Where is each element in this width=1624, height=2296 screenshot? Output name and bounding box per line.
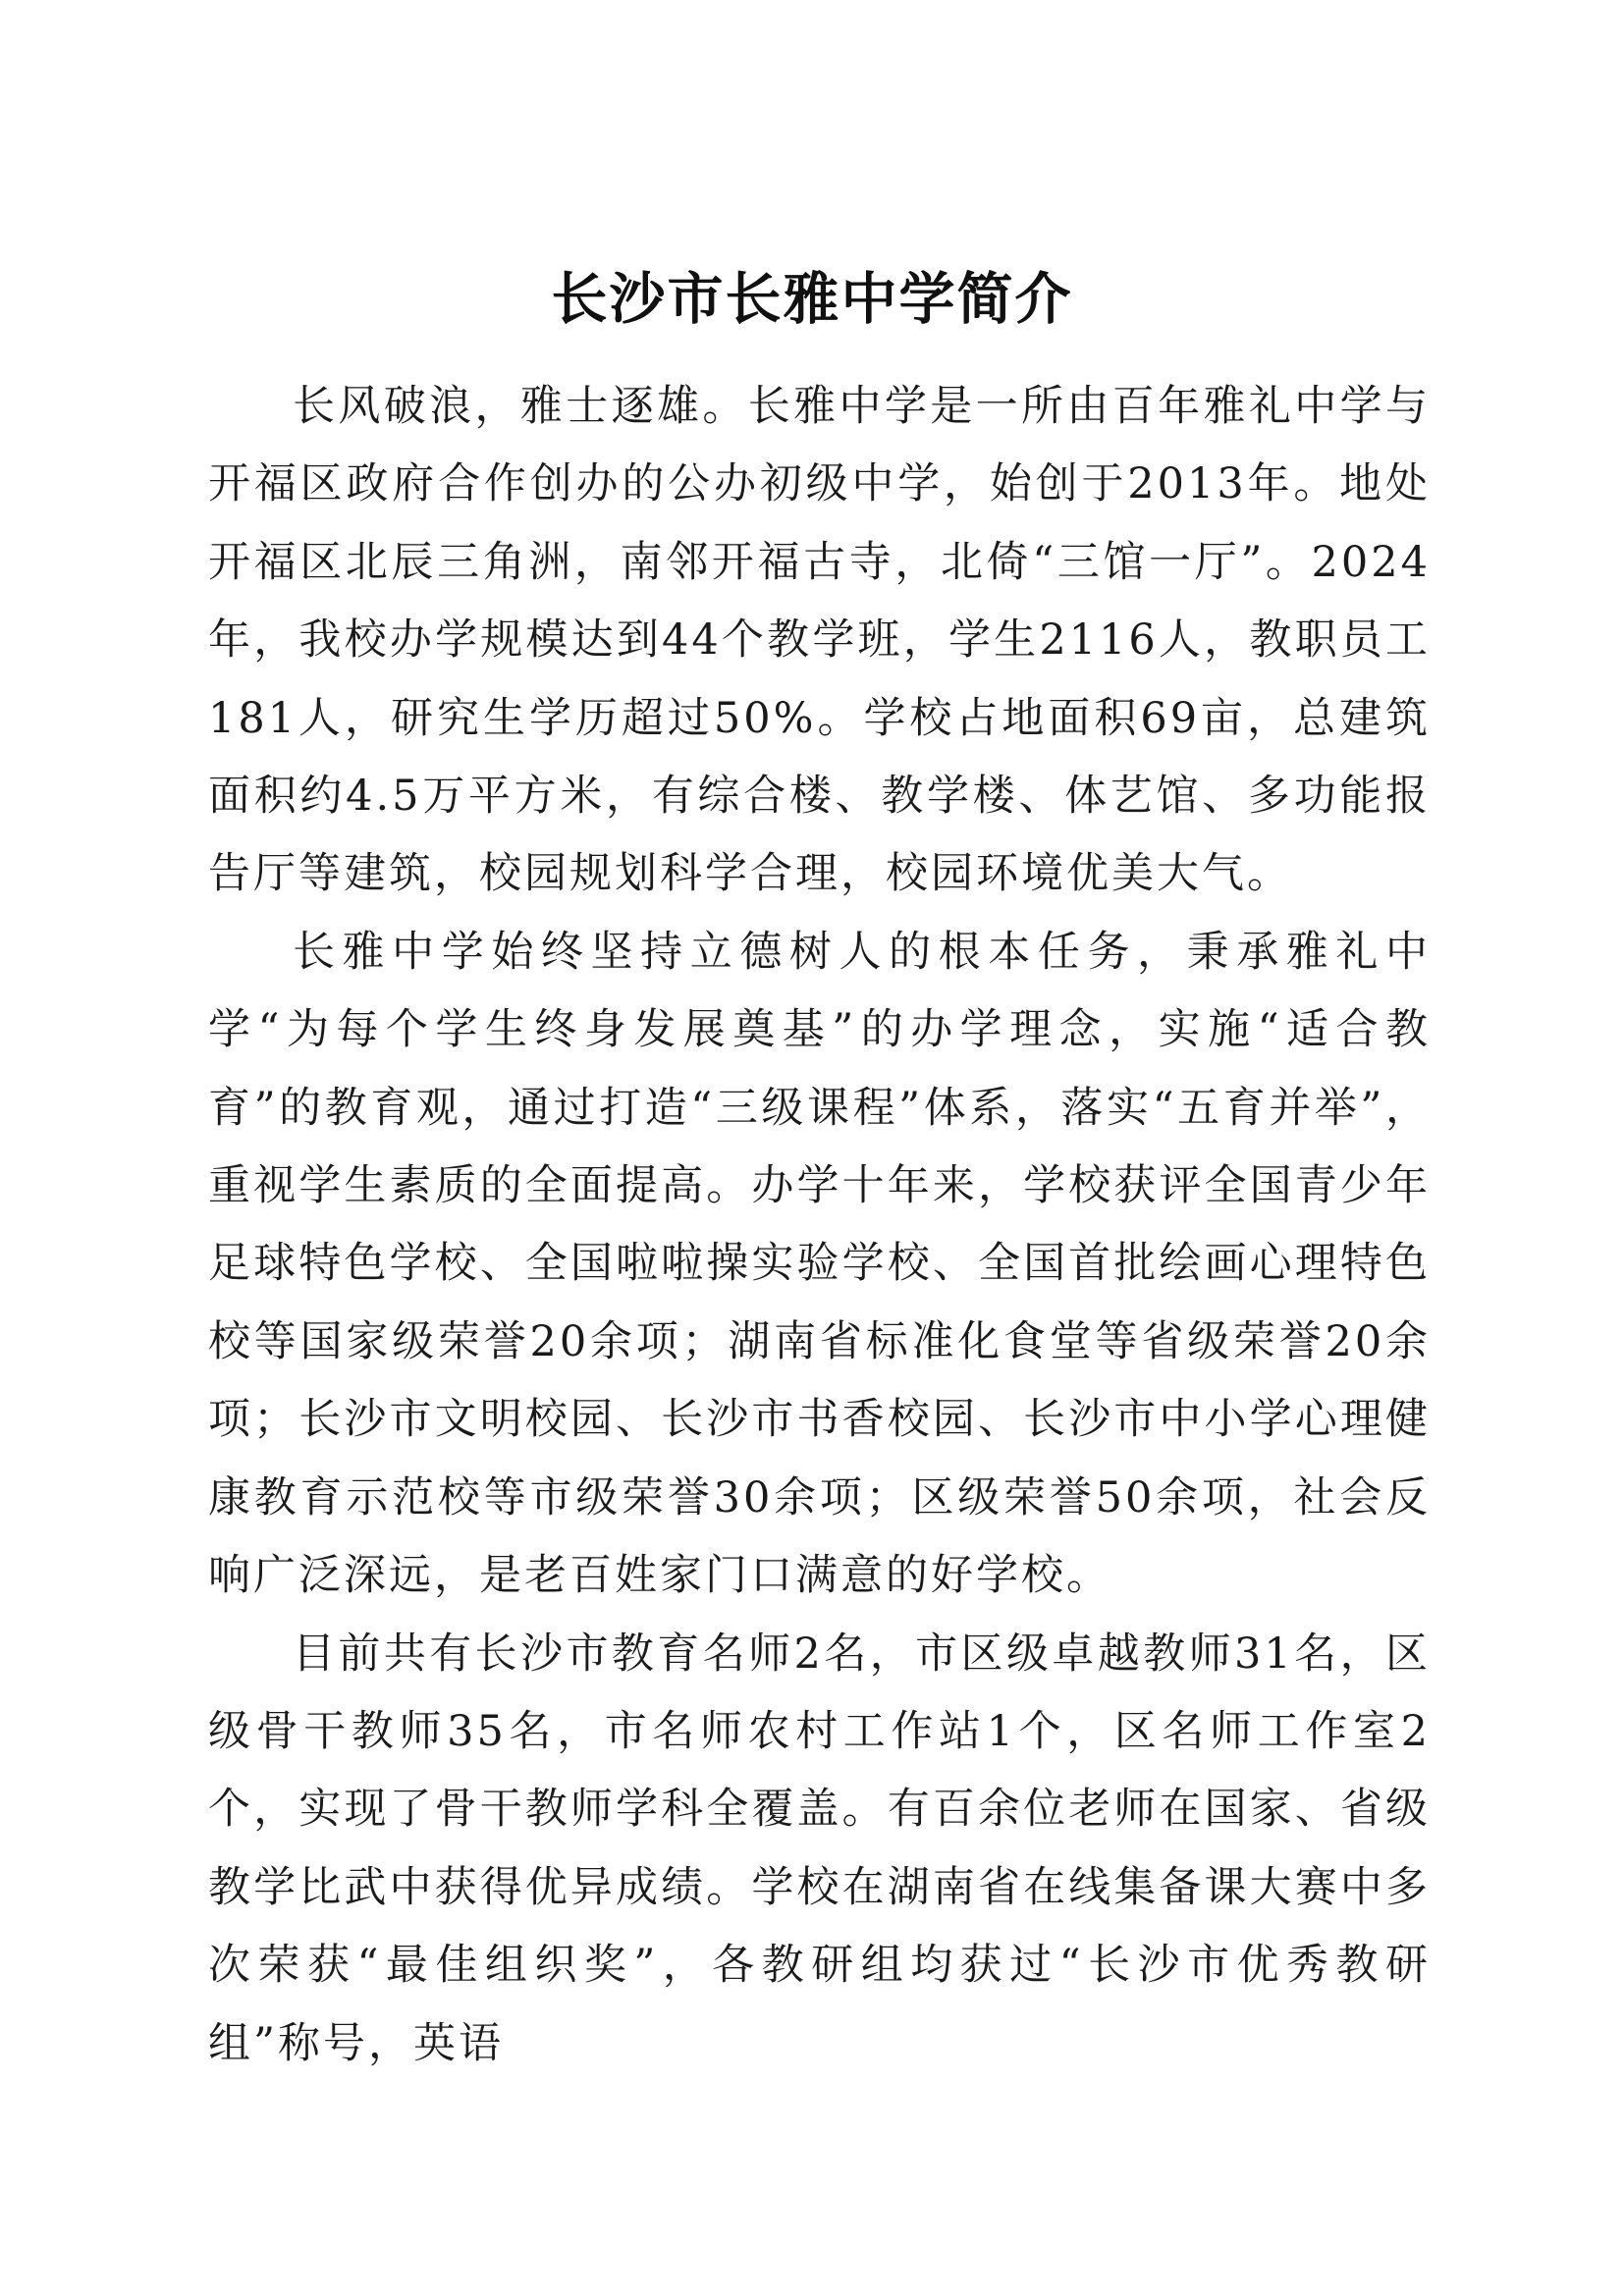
- paragraph-school-overview: 长风破浪，雅士逐雄。长雅中学是一所由百年雅礼中学与开福区政府合作创办的公办初级中学，始创于2013年。地处开福区北辰三角洲，南邻开福古寺，北倚“三馆一厅”。2024年，我校办学规模达到44个教学班，学生2116人，教职员工181人，研究生学历超过50%。学校占地面积69亩，总建筑面积约4.5万平方米，有综合楼、教学楼、体艺馆、多功能报告厅等建筑，校园规划科学合理，校园环境优美大气。: [208, 382, 1431, 899]
- document-body: [208, 368, 1431, 2083]
- page-title: 长沙市长雅中学简介: [551, 267, 1073, 333]
- paragraph-teachers: 目前共有长沙市教育名师2名，市区级卓越教师31名，区级骨干教师35名，市名师农村工作站1个，区名师工作室2个，实现了骨干教师学科全覆盖。有百余位老师在国家、省级教学比武中获得优异成绩。学校在湖南省在线集备课大赛中多次荣获“最佳组织奖”，各教研组均获过“长沙市优秀教研组”称号，英语: [208, 1629, 1431, 2068]
- paragraph-mission-honors: 长雅中学始终坚持立德树人的根本任务，秉承雅礼中学“为每个学生终身发展奠基”的办学理念，实施“适合教育”的教育观，通过打造“三级课程”体系，落实“五育并举”，重视学生素质的全面提高。办学十年来，学校获评全国青少年足球特色学校、全国啦啦操实验学校、全国首批绘画心理特色校等国家级荣誉20余项；湖南省标准化食堂等省级荣誉20余项；长沙市文明校园、长沙市书香校园、长沙市中小学心理健康教育示范校等市级荣誉30余项；区级荣誉50余项，社会反响广泛深远，是老百姓家门口满意的好学校。: [208, 927, 1431, 1601]
